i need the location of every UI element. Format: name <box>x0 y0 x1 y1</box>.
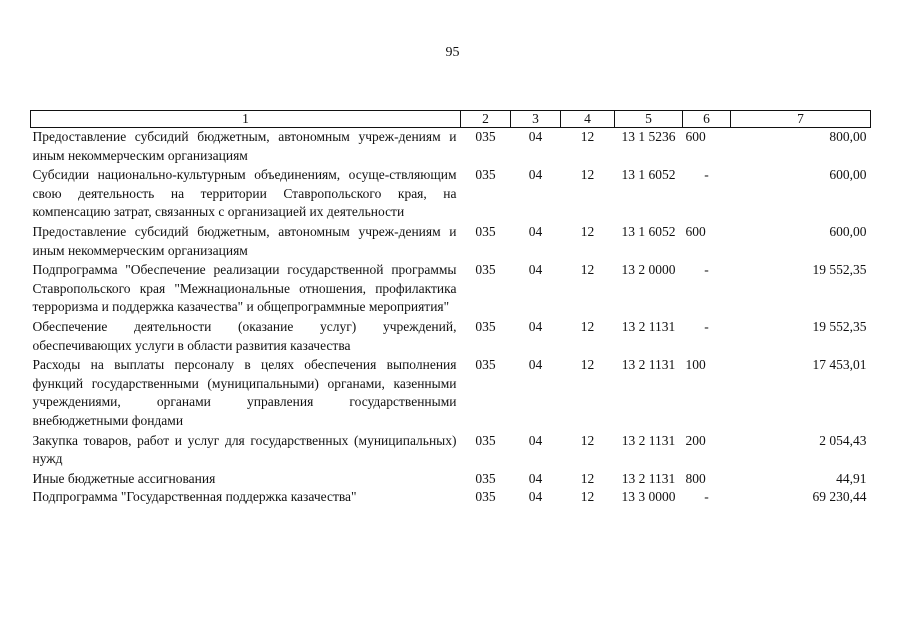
row-code-4: 12 <box>580 357 595 373</box>
row-code-3: 04 <box>528 223 543 239</box>
row-code-3: 04 <box>528 318 543 334</box>
budget-table <box>30 110 871 507</box>
row-code-3: 04 <box>528 262 543 278</box>
row-code-5: 13 2 1131 <box>621 470 676 486</box>
row-amount: 19 552,35 <box>812 262 867 278</box>
row-code-5: 13 2 1131 <box>621 318 676 334</box>
column-header: 1 <box>31 111 461 128</box>
row-code-2: 035 <box>475 432 496 448</box>
row-description: Иные бюджетные ассигнования <box>32 470 216 486</box>
row-code-3: 04 <box>528 167 543 183</box>
row-description: Подпрограмма "Государственная поддержка казачества" <box>32 489 357 505</box>
table-row <box>31 356 871 431</box>
row-code-6: 100 <box>685 357 706 373</box>
table-row <box>31 166 871 223</box>
row-code-2: 035 <box>475 318 496 334</box>
table-row <box>31 318 871 356</box>
row-code-4: 12 <box>580 489 595 505</box>
row-amount: 19 552,35 <box>812 318 867 334</box>
row-code-5: 13 1 6052 <box>621 223 676 239</box>
row-description: Подпрограмма "Обеспечение реализации государственной программы Ставропольского края "Межнациональные отношения, профилактика терроризма и поддержка казачества" и общепрограммные мероприятия" <box>32 262 457 315</box>
row-amount: 600,00 <box>829 223 867 239</box>
row-code-5: 13 2 1131 <box>621 432 676 448</box>
row-code-4: 12 <box>580 432 595 448</box>
row-amount: 44,91 <box>836 470 867 486</box>
column-header: 7 <box>731 111 871 128</box>
table-row <box>31 470 871 489</box>
row-code-5: 13 2 0000 <box>621 262 676 278</box>
row-code-2: 035 <box>475 470 496 486</box>
row-code-6: 600 <box>685 129 706 144</box>
row-amount: 600,00 <box>829 167 867 183</box>
table-row <box>31 488 871 507</box>
row-code-4: 12 <box>580 262 595 278</box>
column-header: 6 <box>683 111 731 128</box>
row-code-2: 035 <box>475 223 496 239</box>
column-header: 5 <box>615 111 683 128</box>
row-code-6: 200 <box>685 432 706 448</box>
row-code-5: 13 3 0000 <box>621 489 676 505</box>
row-code-3: 04 <box>528 489 543 505</box>
row-code-6: - <box>704 262 709 278</box>
row-code-6: 800 <box>685 470 706 486</box>
row-code-2: 035 <box>475 489 496 505</box>
row-code-4: 12 <box>580 129 595 144</box>
row-code-2: 035 <box>475 129 496 144</box>
row-code-6: 600 <box>685 223 706 239</box>
row-code-5: 13 1 6052 <box>621 167 676 183</box>
row-code-3: 04 <box>528 432 543 448</box>
table-row <box>31 128 871 167</box>
row-code-3: 04 <box>528 470 543 486</box>
row-amount: 2 054,43 <box>819 432 867 448</box>
row-code-5: 13 1 5236 <box>621 129 676 144</box>
row-description: Обеспечение деятельности (оказание услуг) учреждений, обеспечивающих услуги в области развития казачества <box>32 318 457 353</box>
row-code-4: 12 <box>580 470 595 486</box>
row-code-4: 12 <box>580 167 595 183</box>
row-description: Предоставление субсидий бюджетным, автономным учреж-дениям и иным некоммерческим организациям <box>32 223 457 258</box>
row-code-2: 035 <box>475 262 496 278</box>
row-description: Закупка товаров, работ и услуг для государственных (муниципальных) нужд <box>32 432 457 467</box>
row-description: Предоставление субсидий бюджетным, автономным учреж-дениям и иным некоммерческим организациям <box>32 129 457 163</box>
row-code-6: - <box>704 167 709 183</box>
column-header: 4 <box>561 111 615 128</box>
row-amount: 17 453,01 <box>812 357 867 373</box>
row-amount: 69 230,44 <box>812 489 867 505</box>
row-code-4: 12 <box>580 318 595 334</box>
table-row <box>31 261 871 318</box>
row-code-4: 12 <box>580 223 595 239</box>
row-code-5: 13 2 1131 <box>621 357 676 373</box>
column-header: 2 <box>461 111 511 128</box>
page-number: 95 <box>445 45 460 60</box>
row-code-3: 04 <box>528 129 543 144</box>
row-code-6: - <box>704 489 709 505</box>
row-description: Субсидии национально-культурным объединениям, осуще-ствляющим свою деятельность на территории Ставропольского края, на компенсацию затрат, связанных с организацией их деятельности <box>32 167 457 220</box>
header-row <box>31 111 871 128</box>
row-amount: 800,00 <box>829 129 867 144</box>
row-code-3: 04 <box>528 357 543 373</box>
row-description: Расходы на выплаты персоналу в целях обеспечения выполнения функций государственными (муниципальными) органами, казенными учреждениями, органами управления государственными внебюджетными фондами <box>32 357 457 428</box>
table-row <box>31 223 871 261</box>
column-header: 3 <box>511 111 561 128</box>
row-code-6: - <box>704 318 709 334</box>
row-code-2: 035 <box>475 167 496 183</box>
row-code-2: 035 <box>475 357 496 373</box>
table-row <box>31 432 871 470</box>
